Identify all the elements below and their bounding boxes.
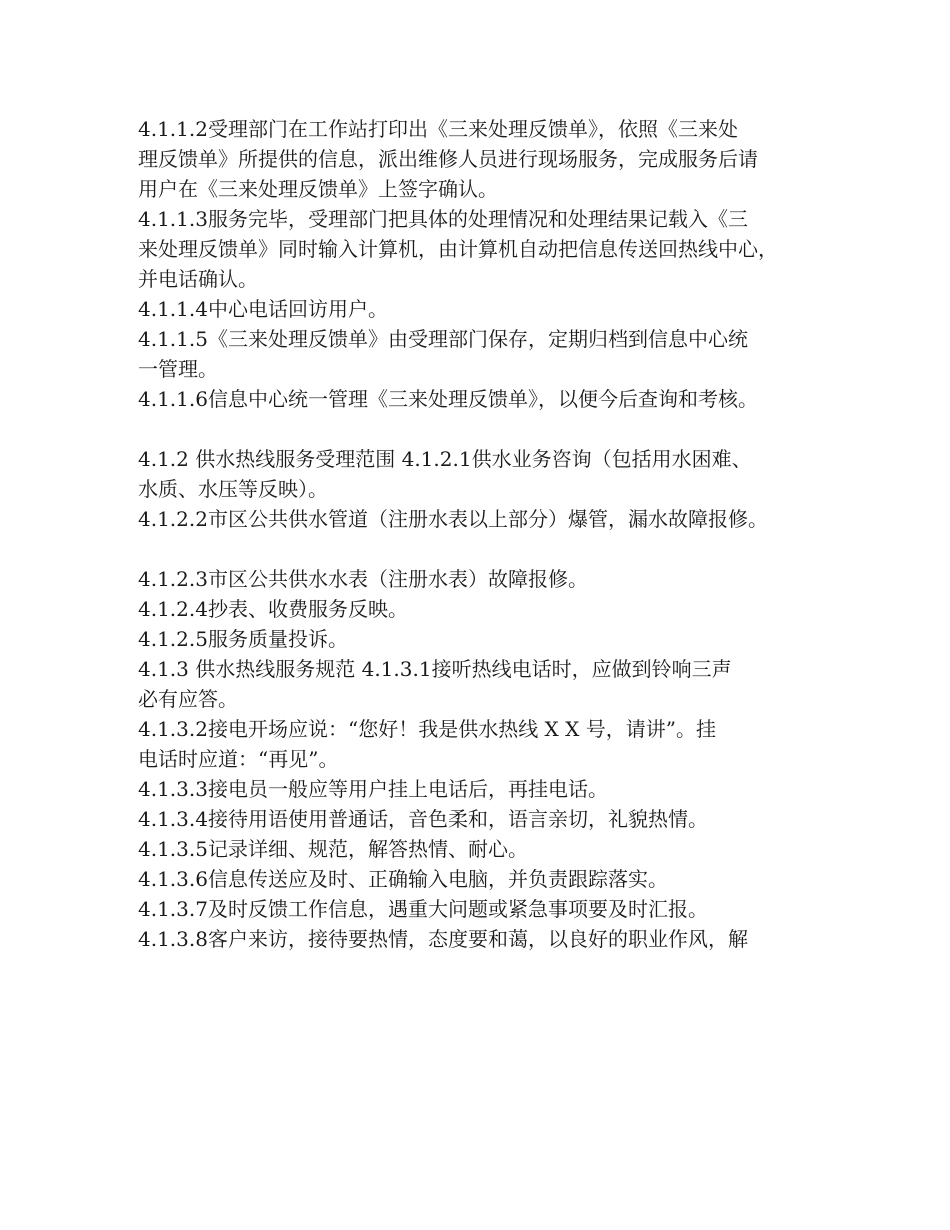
document-body — [138, 114, 828, 954]
text-line: 4.1.3.6信息传送应及时、正确输入电脑，并负责跟踪落实。 — [138, 867, 668, 891]
text-line: 4.1.2.2市区公共供水管道（注册水表以上部分）爆管，漏水故障报修。 — [138, 507, 768, 531]
paragraph-gap — [138, 414, 828, 444]
text-line: 4.1.3.3接电员一般应等用户挂上电话后，再挂电话。 — [138, 777, 608, 801]
text-line: 4.1.3.4接待用语使用普通话，音色柔和，语言亲切，礼貌热情。 — [138, 807, 708, 831]
text-line: 4.1.1.5《三来处理反馈单》由受理部门保存，定期归档到信息中心统 — [138, 327, 748, 351]
text-line: 4.1.3.5记录详细、规范，解答热情、耐心。 — [138, 837, 528, 861]
text-line: 4.1.1.2受理部门在工作站打印出《三来处理反馈单》，依照《三来处 — [138, 117, 738, 141]
text-line: 4.1.3 供水热线服务规范 4.1.3.1接听热线电话时，应做到铃响三声 — [138, 657, 732, 681]
text-line: 4.1.1.4中心电话回访用户。 — [138, 297, 388, 321]
text-line: 用户在《三来处理反馈单》上签字确认。 — [138, 177, 498, 201]
text-line: 水质、水压等反映）。 — [138, 477, 328, 501]
paragraph-gap — [138, 534, 828, 564]
text-line: 理反馈单》所提供的信息，派出维修人员进行现场服务，完成服务后请 — [138, 147, 758, 171]
text-line: 4.1.2.5服务质量投诉。 — [138, 627, 348, 651]
text-line: 必有应答。 — [138, 687, 238, 711]
text-line: 来处理反馈单》同时输入计算机，由计算机自动把信息传送回热线中心， — [138, 237, 778, 261]
text-line: 4.1.1.3服务完毕，受理部门把具体的处理情况和处理结果记载入《三 — [138, 207, 748, 231]
text-line: 4.1.3.8客户来访，接待要热情，态度要和蔼，以良好的职业作风，解 — [138, 927, 748, 951]
text-line: 电话时应道：“再见”。 — [138, 747, 339, 771]
text-line: 一管理。 — [138, 357, 218, 381]
text-line: 4.1.2.4抄表、收费服务反映。 — [138, 597, 408, 621]
text-line: 4.1.3.7及时反馈工作信息，遇重大问题或紧急事项要及时汇报。 — [138, 897, 708, 921]
text-line: 4.1.1.6信息中心统一管理《三来处理反馈单》，以便今后查询和考核。 — [138, 387, 758, 411]
text-line: 4.1.2 供水热线服务受理范围 4.1.2.1供水业务咨询（包括用水困难、 — [138, 447, 752, 471]
text-line: 4.1.3.2接电开场应说：“您好！我是供水热线 X X 号，请讲”。挂 — [138, 717, 716, 741]
text-line: 并电话确认。 — [138, 267, 258, 291]
text-line: 4.1.2.3市区公共供水水表（注册水表）故障报修。 — [138, 567, 588, 591]
